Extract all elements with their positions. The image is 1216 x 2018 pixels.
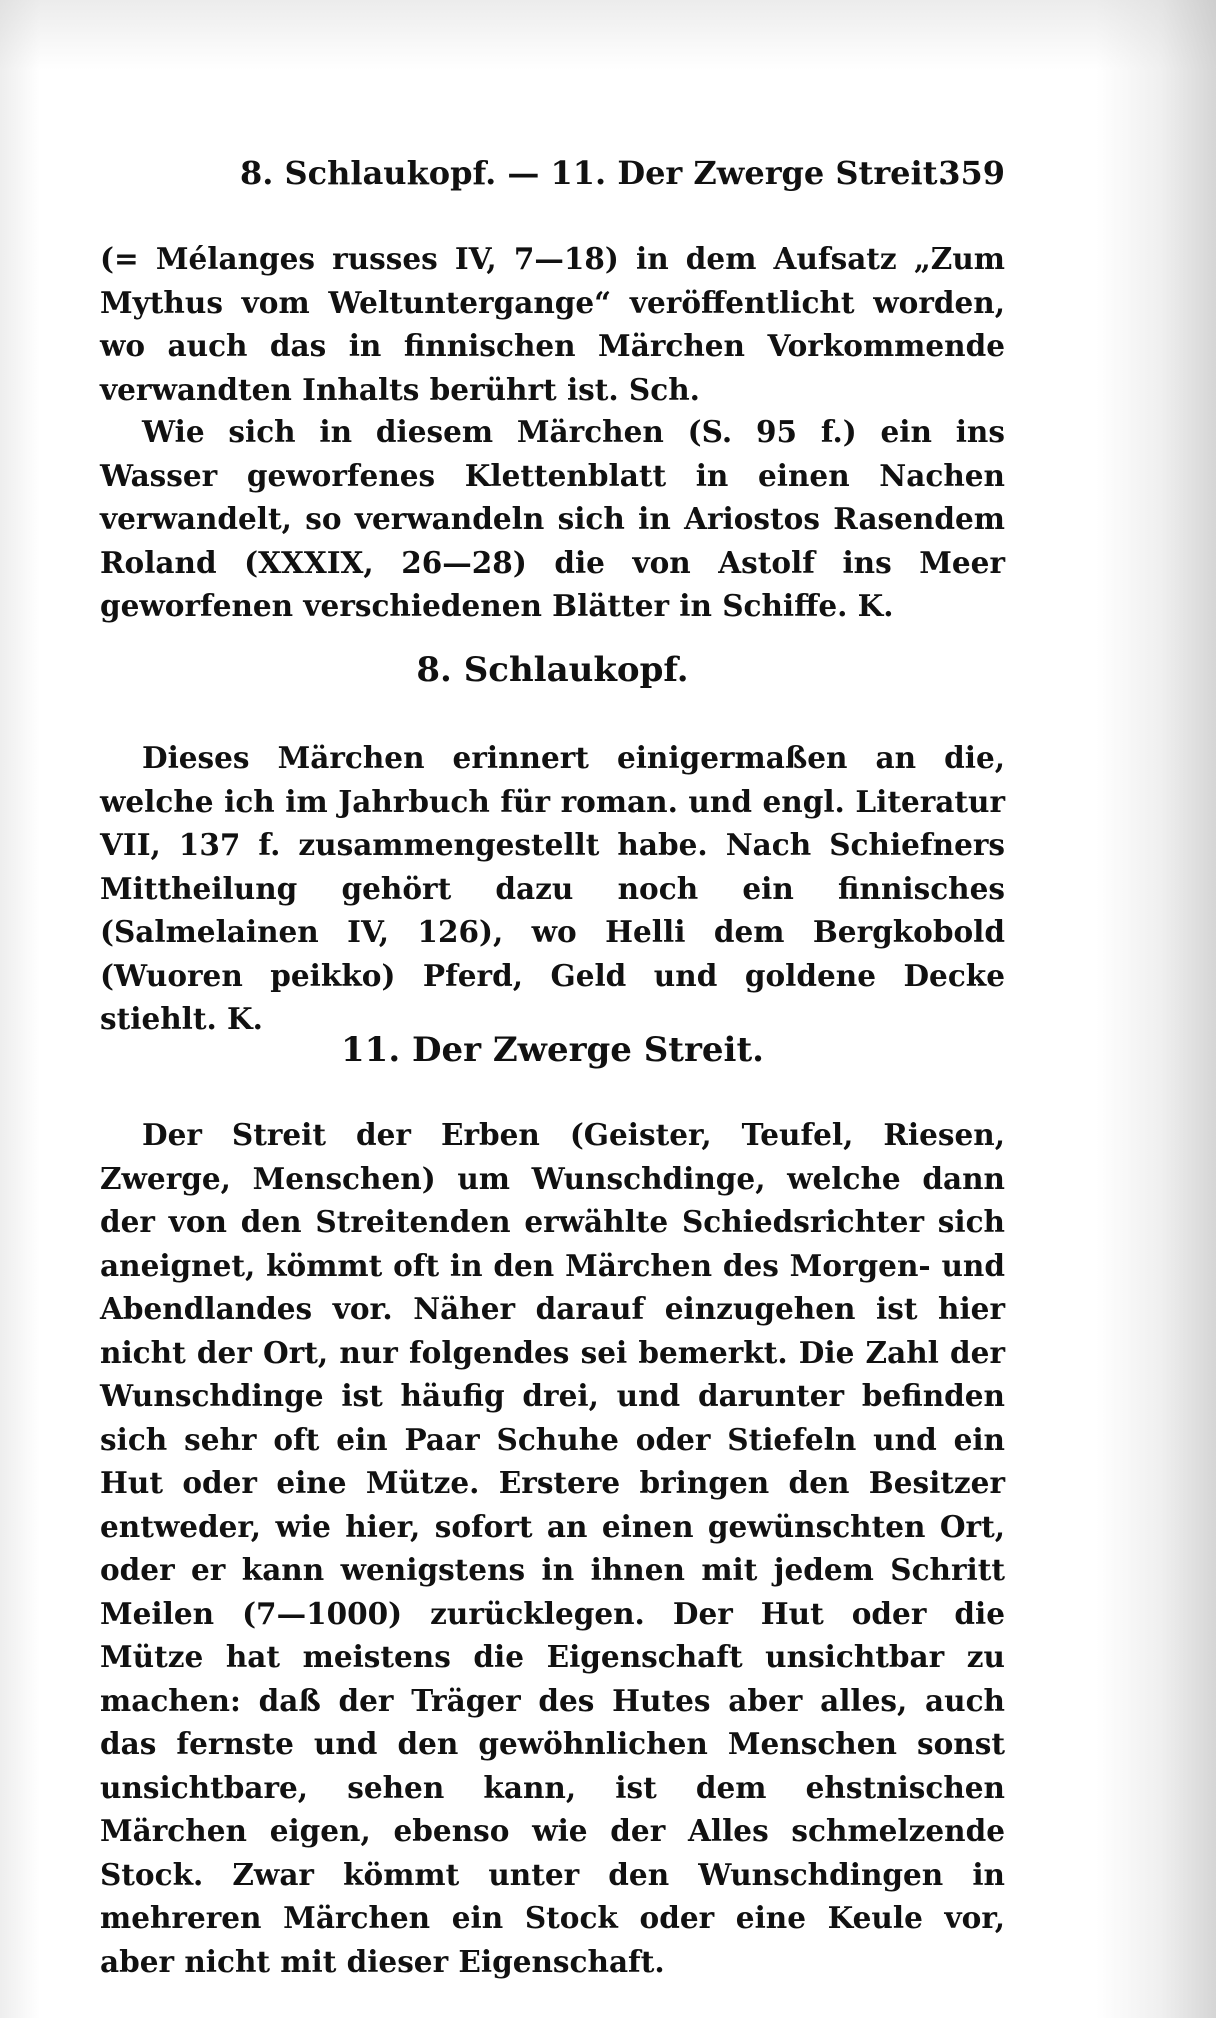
- continuation-paragraph: (= Mélanges russes IV, 7—18) in dem Aufsatz „Zum Mythus vom Weltuntergange“ veröffentlicht worden, wo auch das in finnischen Märchen Vorkommende verwandten Inhalts berührt ist. Sch.: [100, 241, 1005, 407]
- running-head: [100, 154, 1005, 200]
- section-11-heading-block: [100, 1030, 1005, 1070]
- section-11-paragraph-block: [100, 1113, 1005, 1983]
- page-shadow-left: [0, 0, 40, 2018]
- continuation-paragraph-block: [100, 237, 1005, 411]
- note-paragraph-text: Wie sich in diesem Märchen (S. 95 f.) ein ins Wasser geworfenes Klettenblatt in einen Nachen verwandelt, so verwandeln sich in Ariostos Rasendem Roland (XXXIX, 26—28) die von Astolf ins Meer geworfenen verschiedenen Blätter in Schiffe. K.: [100, 414, 1005, 623]
- running-head-title: 8. Schlaukopf. — 11. Der Zwerge Streit.: [240, 154, 949, 192]
- section-8-paragraph: [100, 736, 1005, 1041]
- note-paragraph-block: [100, 410, 1005, 628]
- section-8-heading-block: [100, 650, 1005, 690]
- section-8-paragraph-block: [100, 736, 1005, 1041]
- section-11-heading: 11. Der Zwerge Streit.: [341, 1030, 764, 1070]
- section-8-paragraph-text: Dieses Märchen erinnert einigermaßen an die, welche ich im Jahrbuch für roman. und engl. Literatur VII, 137 f. zusammengestellt habe. Nach Schiefners Mittheilung gehört dazu noch ein finnisches (Salmelainen IV, 126), wo Helli dem Bergkobold (Wuoren peikko) Pferd, Geld und goldene Decke stiehlt. K.: [100, 740, 1005, 1036]
- page-shadow-top: [0, 0, 1216, 70]
- section-11-paragraph-text: Der Streit der Erben (Geister, Teufel, Riesen, Zwerge, Menschen) um Wunschdinge, welche dann der von den Streitenden erwählte Schiedsrichter sich aneignet, kömmt oft in den Märchen des Morgen- und Abendlandes vor. Näher darauf einzugehen ist hier nicht der Ort, nur folgendes sei bemerkt. Die Zahl der Wunschdinge ist häufig drei, und darunter befinden sich sehr oft ein Paar Schuhe oder Stiefeln und ein Hut oder eine Mütze. Erstere bringen den Besitzer entweder, wie hier, sofort an einen gewünschten Ort, oder er kann wenigstens in ihnen mit jedem Schritt Meilen (7—1000) zurücklegen. Der Hut oder die Mütze hat meistens die Eigenschaft unsichtbar zu machen: daß der Träger des Hutes aber alles, auch das fernste und den gewöhnlichen Menschen sonst unsichtbare, sehen kann, ist dem ehstnischen Märchen eigen, ebenso wie der Alles schmelzende Stock. Zwar kömmt unter den Wunschdingen in mehreren Märchen ein Stock oder eine Keule vor, aber nicht mit dieser Eigenschaft.: [100, 1117, 1005, 1979]
- section-8-heading: 8. Schlaukopf.: [416, 650, 689, 690]
- page-number: 359: [938, 154, 1005, 192]
- note-paragraph: [100, 410, 1005, 628]
- section-11-paragraph: [100, 1113, 1005, 1983]
- page-shadow-right: [1096, 0, 1216, 2018]
